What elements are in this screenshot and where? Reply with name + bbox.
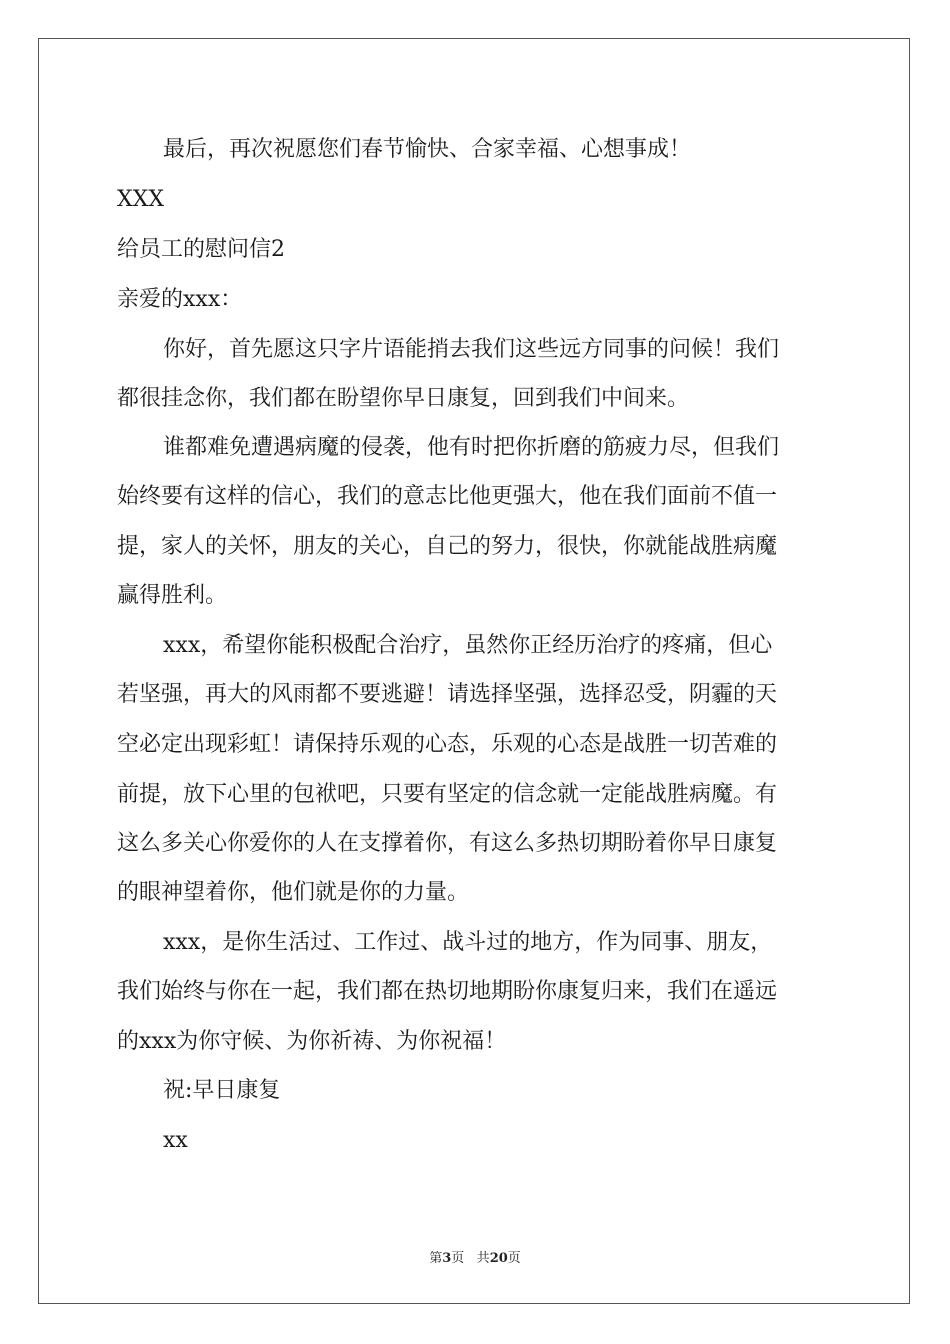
paragraph-3-line-2: 若坚强，再大的风雨都不要逃避！请选择坚强，选择忍受，阴霾的天 <box>117 682 778 707</box>
salutation: 亲爱的xxx： <box>117 287 243 312</box>
paragraph-3-line-3: 空必定出现彩虹！请保持乐观的心态，乐观的心态是战胜一切苦难的 <box>117 732 778 757</box>
blessing-line: 祝:早日康复 <box>163 1078 281 1103</box>
paragraph-2-line-1: 谁都难免遭遇病魔的侵袭，他有时把你折磨的筋疲力尽，但我们 <box>163 435 780 460</box>
paragraph-4-line-3: 的xxx为你守候、为你祈祷、为你祝福！ <box>117 1029 507 1054</box>
sender-signature: XXX <box>117 187 164 212</box>
closing-wish-line: 最后，再次祝愿您们春节愉快、合家幸福、心想事成！ <box>163 137 692 162</box>
paragraph-3-line-5: 这么多关心你爱你的人在支撑着你，有这么多热切期盼着你早日康复 <box>117 831 778 856</box>
page-prefix: 第 <box>429 1251 443 1266</box>
paragraph-3-line-6: 的眼神望着你，他们就是你的力量。 <box>117 880 470 905</box>
paragraph-2-line-4: 赢得胜利。 <box>117 583 228 608</box>
paragraph-2-line-2: 始终要有这样的信心，我们的意志比他更强大，他在我们面前不值一 <box>117 484 778 509</box>
paragraph-3-line-4: 前提，放下心里的包袱吧，只要有坚定的信念就一定能战胜病魔。有 <box>117 782 778 807</box>
letter-signature: xx <box>163 1128 188 1153</box>
page-border <box>38 38 910 1304</box>
total-prefix: 共 <box>476 1251 490 1266</box>
letter-title: 给员工的慰问信2 <box>117 237 285 262</box>
paragraph-4-line-1: xxx，是你生活过、工作过、战斗过的地方，作为同事、朋友， <box>163 930 773 955</box>
paragraph-1-line-1: 你好，首先愿这只字片语能捎去我们这些远方同事的问候！我们 <box>163 337 780 362</box>
paragraph-4-line-2: 我们始终与你在一起，我们都在热切地期盼你康复归来，我们在遥远 <box>117 979 778 1004</box>
total-pages: 20 <box>489 1251 508 1266</box>
page-footer <box>0 1247 950 1266</box>
page-suffix: 页 <box>451 1251 465 1266</box>
paragraph-3-line-1: xxx，希望你能积极配合治疗，虽然你正经历治疗的疼痛，但心 <box>163 633 773 658</box>
total-suffix: 页 <box>507 1251 521 1266</box>
paragraph-2-line-3: 提，家人的关怀，朋友的关心，自己的努力，很快，你就能战胜病魔 <box>117 534 778 559</box>
paragraph-1-line-2: 都很挂念你，我们都在盼望你早日康复，回到我们中间来。 <box>117 386 690 411</box>
page-number: 3 <box>442 1251 452 1266</box>
